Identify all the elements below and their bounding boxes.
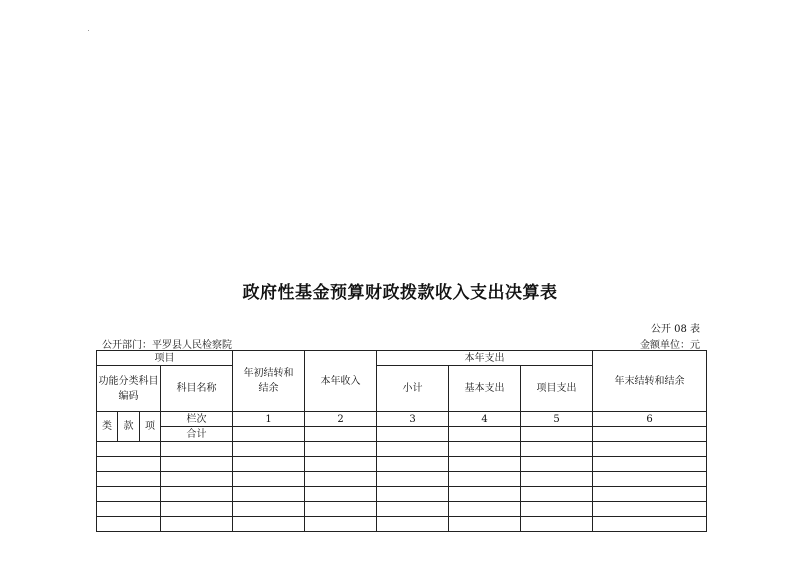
form-number: 公开 08 表 [650,324,700,335]
table-cell [233,457,305,472]
table-cell [449,457,521,472]
column-no-2: 2 [305,412,377,427]
table-cell [233,472,305,487]
table-cell [305,517,377,532]
header-subject-name: 科目名称 [161,366,233,412]
table-row [97,487,707,502]
table-row [97,442,707,457]
table-cell [521,517,593,532]
table-cell [161,457,233,472]
table-cell [305,457,377,472]
table-cell [161,472,233,487]
header-end-balance: 年末结转和结余 [593,351,707,412]
table-cell [449,487,521,502]
table-cell [305,487,377,502]
table-cell [233,517,305,532]
header-item: 项目 [97,351,233,366]
table-cell [233,502,305,517]
header-begin-balance: 年初结转和结余 [233,351,305,412]
document-title: 政府性基金预算财政拨款收入支出决算表 [242,283,558,303]
column-no-1: 1 [233,412,305,427]
table-cell [521,457,593,472]
header-func-code: 功能分类科目编码 [97,366,161,412]
table-cell [97,487,161,502]
table-cell [305,472,377,487]
table-cell [593,427,707,442]
table-cell [449,472,521,487]
table-cell [377,502,449,517]
table-cell [233,442,305,457]
budget-table [96,350,707,532]
table-cell [593,502,707,517]
table-cell [521,472,593,487]
table-row [97,457,707,472]
table-cell [521,502,593,517]
column-no-6: 6 [593,412,707,427]
table-cell [521,442,593,457]
header-xiang: 项 [140,412,161,442]
table-cell [233,427,305,442]
table-cell [161,502,233,517]
table-cell [305,427,377,442]
table-cell [521,487,593,502]
header-subtotal: 小计 [377,366,449,412]
table-cell [305,442,377,457]
header-row-1 [97,351,707,366]
table-cell [377,442,449,457]
table-cell [377,517,449,532]
table-cell [233,487,305,502]
table-cell [449,427,521,442]
table-cell [97,502,161,517]
header-kuan: 款 [118,412,140,442]
table-cell [97,472,161,487]
table-cell [593,517,707,532]
table-row [97,517,707,532]
total-row [97,427,707,442]
total-label: 合计 [161,427,233,442]
department-label: 公开部门：平罗县人民检察院 [102,340,232,351]
table-cell [161,442,233,457]
table-cell [449,502,521,517]
table-cell [97,457,161,472]
column-no-label: 栏次 [161,412,233,427]
table-cell [377,427,449,442]
header-project-expense: 项目支出 [521,366,593,412]
column-no-5: 5 [521,412,593,427]
table-cell [161,487,233,502]
table-cell [593,457,707,472]
table-cell [593,442,707,457]
table-cell [97,517,161,532]
table-cell [521,427,593,442]
table-cell [377,457,449,472]
header-class: 类 [97,412,118,442]
column-no-4: 4 [449,412,521,427]
table-cell [97,442,161,457]
table-row [97,502,707,517]
header-income: 本年收入 [305,351,377,412]
table-cell [449,517,521,532]
table-cell [161,517,233,532]
amount-unit: 金额单位：元 [640,340,700,351]
column-no-3: 3 [377,412,449,427]
table-cell [449,442,521,457]
scan-speck [88,30,89,31]
table-row [97,472,707,487]
table-cell [377,472,449,487]
table-cell [377,487,449,502]
column-number-row [97,412,707,427]
table-cell [305,502,377,517]
header-basic-expense: 基本支出 [449,366,521,412]
table-cell [593,487,707,502]
table-cell [593,472,707,487]
header-expense-group: 本年支出 [377,351,593,366]
